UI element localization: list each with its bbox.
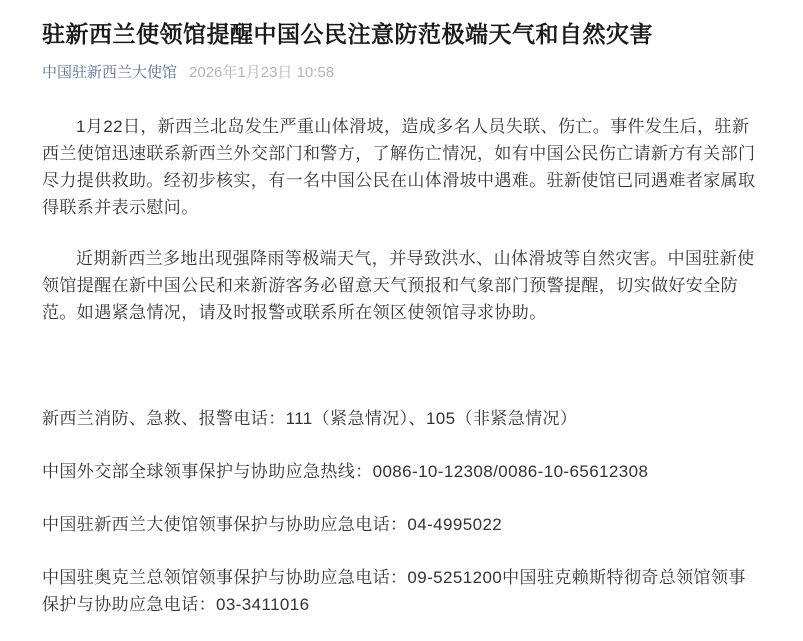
article-body [42, 113, 761, 618]
article-title: 驻新西兰使领馆提醒中国公民注意防范极端天气和自然灾害 [42, 21, 653, 47]
account-name-link[interactable]: 中国驻新西兰大使馆 [42, 64, 178, 82]
contact-line-nz-emergency: 新西兰消防、急救、报警电话：111（紧急情况）、105（非紧急情况） [42, 409, 578, 429]
blank-line-spacer [42, 350, 761, 405]
publish-datetime: 2026年1月23日 10:58 [189, 64, 335, 82]
body-paragraph-2: 近期新西兰多地出现强降雨等极端天气，并导致洪水、山体滑坡等自然灾害。中国驻新使领馆提醒在新中国公民和来新游客务必留意天气预报和气象部门预警提醒，切实做好安全防范。如遇紧急情况，请及时报警或联系所在领区使领馆寻求协助。 [42, 249, 755, 323]
contact-line-mfa-hotline: 中国外交部全球领事保护与协助应急热线：0086-10-12308/0086-10-65612308 [42, 462, 649, 482]
body-paragraph-1: 1月22日，新西兰北岛发生严重山体滑坡，造成多名人员失联、伤亡。事件发生后，驻新西兰使馆迅速联系新西兰外交部门和警方，了解伤亡情况，如有中国公民伤亡请新方有关部门尽力提供救助。经初步核实，有一名中国公民在山体滑坡中遇难。驻新使馆已同遇难者家属取得联系并表示慰问。 [42, 117, 756, 218]
contact-line-embassy-wellington: 中国驻新西兰大使馆领事保护与协助应急电话：04-4995022 [42, 515, 503, 535]
contact-line-consulates-auckland-christchurch: 中国驻奥克兰总领馆领事保护与协助应急电话：09-5251200中国驻克赖斯特彻奇总领馆领事保护与协助应急电话：03-3411016 [42, 568, 746, 615]
article-meta [42, 62, 761, 83]
